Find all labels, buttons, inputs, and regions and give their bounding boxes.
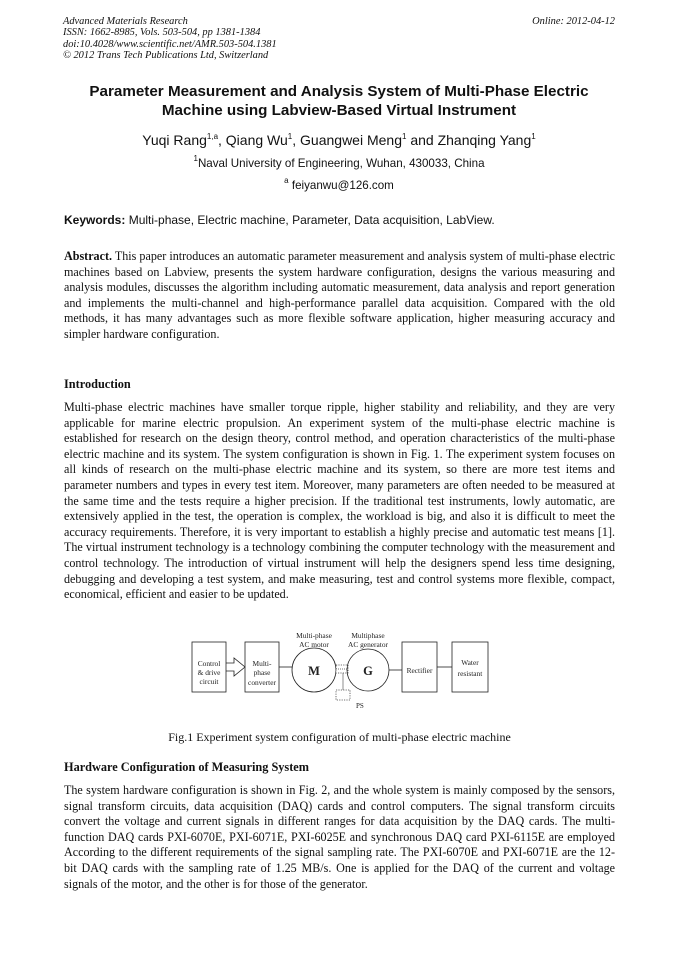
generator-caption-1: Multiphase (351, 631, 385, 640)
author-list (40, 132, 638, 148)
email-address: feiyanwu@126.com (291, 179, 394, 192)
affiliation-superscript: 1 (193, 154, 198, 163)
keywords (64, 213, 616, 227)
water-label-1: Water (461, 658, 479, 667)
control-label-2: & drive (197, 668, 221, 677)
author-name: Zhanqing Yang (437, 132, 532, 148)
author-superscript: 1 (287, 132, 293, 141)
journal-name: Advanced Materials Research (63, 16, 188, 27)
author-separator: , (292, 132, 301, 148)
copyright-line: © 2012 Trans Tech Publications Ltd, Switzerland (63, 50, 269, 62)
issn-line: ISSN: 1662-8985, Vols. 503-504, pp 1381-1384 (63, 27, 261, 39)
author-name: Qiang Wu (225, 132, 288, 148)
converter-label-3: converter (248, 678, 276, 687)
author-separator: and (406, 132, 438, 148)
control-label-3: circuit (199, 677, 219, 686)
ps-sensor-box (336, 690, 350, 700)
hardware-text: The system hardware configuration is shown in Fig. 2, and the whole system is mainly composed by the sensors, signal transform circuits, data acquisition (DAQ) cards and control computers. The signal transform circuits convert the voltage and current signals in different ranges for data acquisition by the DAQ cards. The multi-function DAQ cards PXI-6070E, PXI-6071E, PXI-6025E and synchronous DAQ card PXI-6115E are employed According to the different requirements of the signal sampling rate. The PXI-6070E and PXI-6071E are the 12-bit DAQ cards with the sampling rate of 1.25 MB/s. One is applied for the DAQ of the current and voltage signals of the motor, and the other is for those of the generator. (64, 783, 615, 891)
author-superscript: 1,a (206, 132, 219, 141)
author-superscript: 1 (401, 132, 407, 141)
introduction-text: Multi-phase electric machines have smaller torque ripple, higher stability and reliability, and they are very applicable for marine electric propulsion. An experiment system of the multi-phase electric machine is established for research on the design theory, control method, and operation characteristics of the multi-phase electric machine and its system. The system configuration is shown in Fig. 1. The experiment system focuses on all kinds of research on the multi-phase electric machine and its system, so there are more test items and parameter numbers and types in every test item. Moreover, many parameters are often needed to be measured at the same time and the tests require a higher precision. If the traditional test instruments, lowly automatic, are extensively applied in the test, the operation is complex, the workload is big, and also it is difficult to meet the accuracy requirements. Therefore, it is very important to establish a highly precise and automatic test means [1]. The virtual instrument technology is a technology combining the computer technology with the measurement and control technology. The introduction of virtual instrument will help the designers spend less time designing, debugging and developing a test system, and make measuring, test and control systems more flexible, compact, economical, efficient and easier to be updated. (64, 400, 615, 602)
water-resistant-box (452, 642, 488, 692)
doi-line: doi:10.4028/www.scientific.net/AMR.503-504.1381 (63, 38, 277, 50)
water-label-2: resistant (457, 669, 483, 678)
online-date: Online: 2012-04-12 (532, 16, 615, 27)
title-line-1: Parameter Measurement and Analysis System of Multi-Phase Electric (89, 83, 589, 100)
generator-symbol: G (363, 664, 373, 678)
title-line-2: Machine using Labview-Based Virtual Instrument (161, 102, 517, 119)
paper-title (40, 82, 638, 120)
motor-caption-2: AC motor (299, 640, 329, 649)
author-separator: , (218, 132, 226, 148)
introduction-heading: Introduction (64, 377, 131, 391)
author-superscript: 1 (531, 132, 536, 141)
abstract-text: This paper introduces an automatic parameter measurement and analysis system of multi-phase electric machines based on Labview, presents the system hardware configuration, designs the various measuring and analysis modules, discusses the algorithm including automatic measurement, data analysis and report generation and implements the multi-channel and high-performance parallel data acquisition. Compared with the old methods, it has many advantages such as more flexible software application, higher measuring accuracy and simpler hardware configuration. (64, 249, 615, 341)
figure-1-caption: Fig.1 Experiment system configuration of multi-phase electric machine (168, 730, 511, 744)
abstract-label: Abstract. (64, 249, 113, 263)
converter-label-1: Multi- (252, 659, 272, 668)
figure-1 (188, 628, 498, 714)
email-superscript: a (284, 176, 289, 185)
motor-symbol: M (308, 664, 320, 678)
affiliation-text: Naval University of Engineering, Wuhan, 430033, China (197, 157, 485, 170)
rectifier-label: Rectifier (406, 666, 433, 675)
control-label-1: Control (197, 659, 221, 668)
arrow-icon (226, 658, 245, 676)
keywords-text: Multi-phase, Electric machine, Parameter, Data acquisition, LabView. (128, 213, 495, 227)
affiliation (40, 154, 638, 170)
keywords-label: Keywords: (64, 213, 126, 227)
author-name: Guangwei Meng (300, 132, 402, 148)
ps-label: PS (356, 702, 364, 710)
hardware-heading: Hardware Configuration of Measuring System (64, 760, 310, 774)
author-name: Yuqi Rang (142, 132, 207, 148)
generator-caption-2: AC generator (347, 640, 389, 649)
motor-caption-1: Multi-phase (296, 631, 332, 640)
email (40, 176, 638, 192)
abstract (64, 249, 615, 343)
converter-label-2: phase (253, 668, 271, 677)
journal-header (63, 16, 615, 62)
